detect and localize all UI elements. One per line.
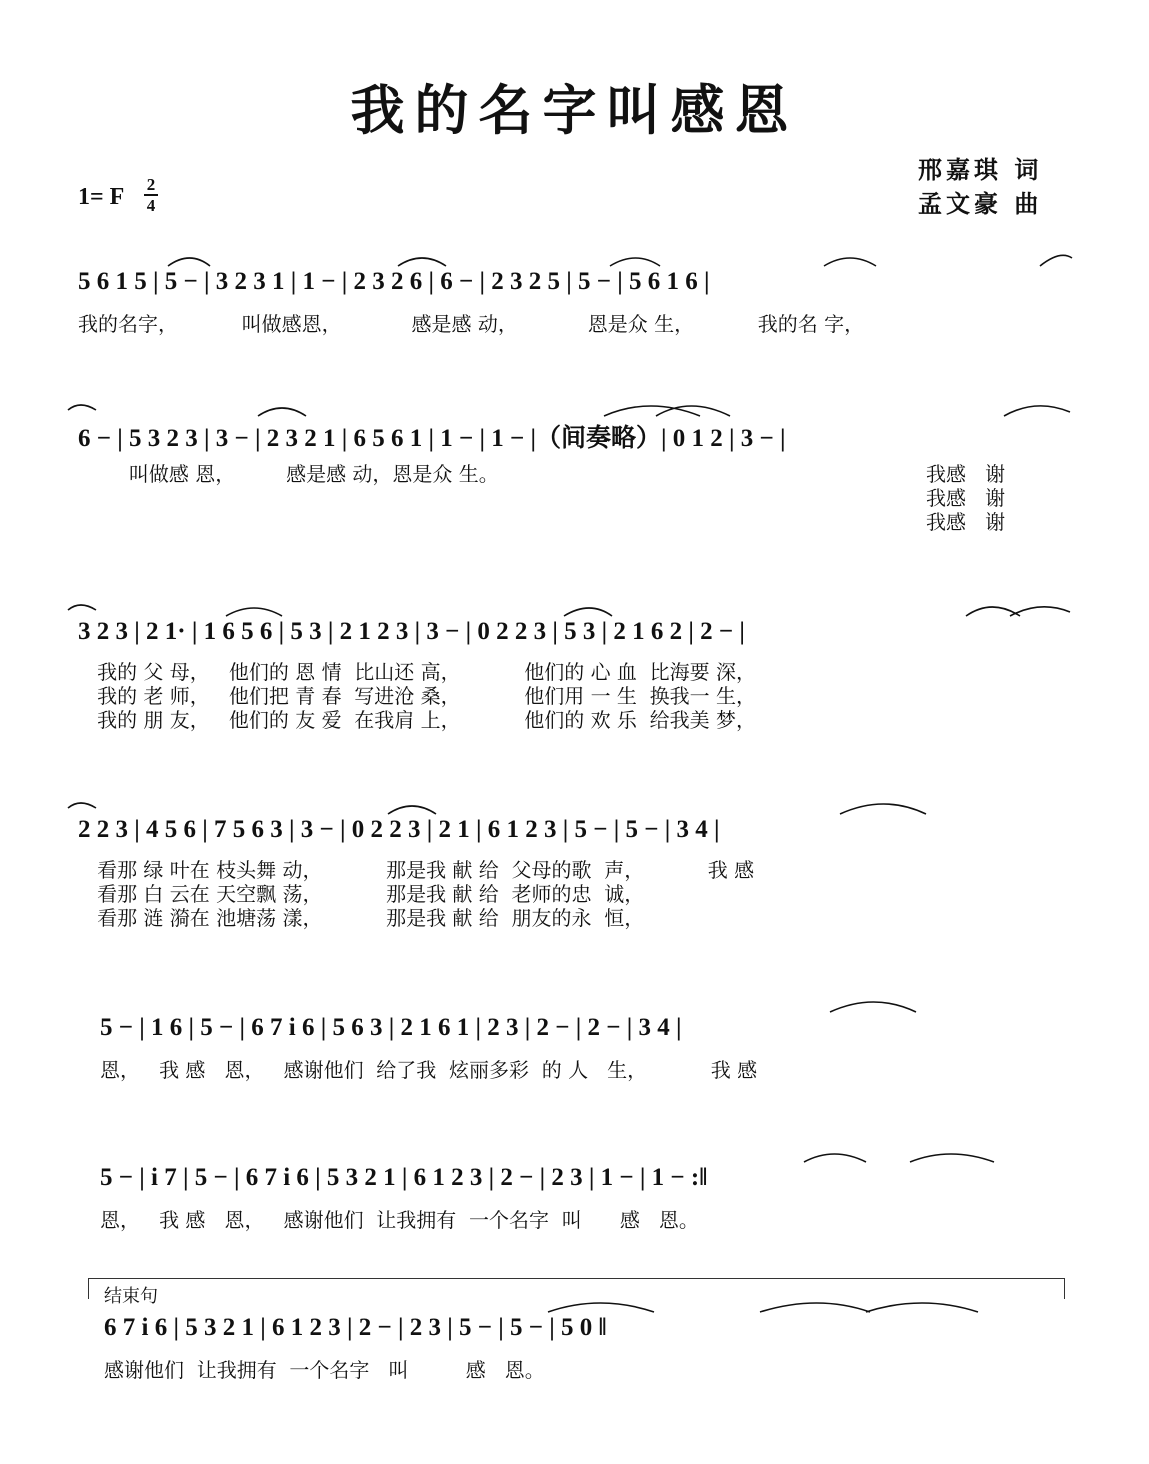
- ending-bracket: [88, 1278, 1065, 1299]
- slur: [604, 406, 700, 416]
- notation-line: 5 6 1 5 | 5 − | 3 2 3 1 | 1 − | 2 3 2 6 | 6 − | 2 3 2 5 | 5 − | 5 6 1 6 |: [78, 268, 710, 295]
- notation-line: 6 7 i 6 | 5 3 2 1 | 6 1 2 3 | 2 − | 2 3 | 5 − | 5 − | 5 0 ‖: [104, 1314, 607, 1341]
- slur: [68, 803, 96, 808]
- slur: [830, 1002, 916, 1012]
- lyric-line: 我的名字， 叫做感恩， 感是感 动， 恩是众 生， 我的名 字，: [78, 312, 865, 336]
- slur: [398, 258, 446, 266]
- slur: [68, 405, 96, 410]
- slur: [656, 406, 730, 416]
- notation-line: 5 − | 1 6 | 5 − | 6 7 i 6 | 5 6 3 | 2 1 6 1 | 2 3 | 2 − | 2 − | 3 4 |: [100, 1014, 682, 1041]
- slur: [610, 258, 660, 266]
- slur: [564, 608, 612, 616]
- notation-line: 2 2 3 | 4 5 6 | 7 5 6 3 | 3 − | 0 2 2 3 | 2 1 | 6 1 2 3 | 5 − | 5 − | 3 4 |: [78, 816, 720, 843]
- lyric-line: 我的 父 母， 他们的 恩 情 比山还 高， 他们的 心 血 比海要 深，: [78, 660, 757, 684]
- side-lyric: 我感 谢: [926, 510, 1006, 534]
- time-signature-bottom: 4: [146, 196, 156, 215]
- slur: [866, 1303, 978, 1312]
- side-lyric: 我感 谢: [926, 486, 1006, 510]
- lyric-line: 叫做感 恩， 感是感 动，恩是众 生。: [78, 462, 499, 486]
- lyric-line: 我的 朋 友， 他们的 友 爱 在我肩 上， 他们的 欢 乐 给我美 梦，: [78, 708, 757, 732]
- time-signature-top: 2: [146, 175, 156, 194]
- side-lyric: 我感 谢: [926, 462, 1006, 486]
- lyric-line: 恩， 我 感 恩， 感谢他们 给了我 炫丽多彩 的 人 生， 我 感: [100, 1058, 758, 1082]
- slur: [226, 608, 282, 616]
- slur: [910, 1154, 994, 1162]
- page-title: 我的名字叫感恩: [350, 78, 799, 142]
- slur: [68, 605, 96, 610]
- slur: [760, 1303, 870, 1312]
- lyric-line: 看那 绿 叶在 枝头舞 动， 那是我 献 给 父母的歌 声， 我 感: [78, 858, 755, 882]
- slur: [840, 804, 926, 814]
- slur: [824, 258, 876, 266]
- key-signature: 1= F: [78, 184, 125, 210]
- lyric-line: 恩， 我 感 恩， 感谢他们 让我拥有 一个名字 叫 感 恩。: [100, 1208, 699, 1232]
- slur: [168, 258, 210, 266]
- ending-label: 结束句: [104, 1286, 158, 1307]
- lyric-line: 我的 老 师， 他们把 青 春 写进沧 桑， 他们用 一 生 换我一 生，: [78, 684, 757, 708]
- slur: [1004, 406, 1070, 416]
- lyricist-credit: 邢嘉琪 词: [918, 156, 1043, 184]
- lyric-line: 看那 涟 漪在 池塘荡 漾， 那是我 献 给 朋友的永 恒，: [78, 906, 645, 930]
- slur: [258, 408, 306, 416]
- composer-credit: 孟文豪 曲: [918, 190, 1043, 218]
- lyric-line: 感谢他们 让我拥有 一个名字 叫 感 恩。: [104, 1358, 545, 1382]
- time-signature: [144, 176, 158, 214]
- slur: [548, 1303, 654, 1312]
- notation-line: 3 2 3 | 2 1· | 1 6 5 6 | 5 3 | 2 1 2 3 | 3 − | 0 2 2 3 | 5 3 | 2 1 6 2 | 2 − |: [78, 618, 745, 645]
- slur: [1040, 255, 1072, 266]
- slur: [804, 1154, 866, 1162]
- slur: [1010, 607, 1070, 616]
- lyric-line: 看那 白 云在 天空飘 荡， 那是我 献 给 老师的忠 诚，: [78, 882, 645, 906]
- slur: [388, 806, 436, 814]
- slur: [966, 607, 1020, 616]
- notation-line: 5 − | i 7 | 5 − | 6 7 i 6 | 5 3 2 1 | 6 1 2 3 | 2 − | 2 3 | 1 − | 1 − :‖: [100, 1164, 708, 1191]
- notation-line: 6 − | 5 3 2 3 | 3 − | 2 3 2 1 | 6 5 6 1 | 1 − | 1 − |（间奏略）| 0 1 2 | 3 − |: [78, 425, 786, 452]
